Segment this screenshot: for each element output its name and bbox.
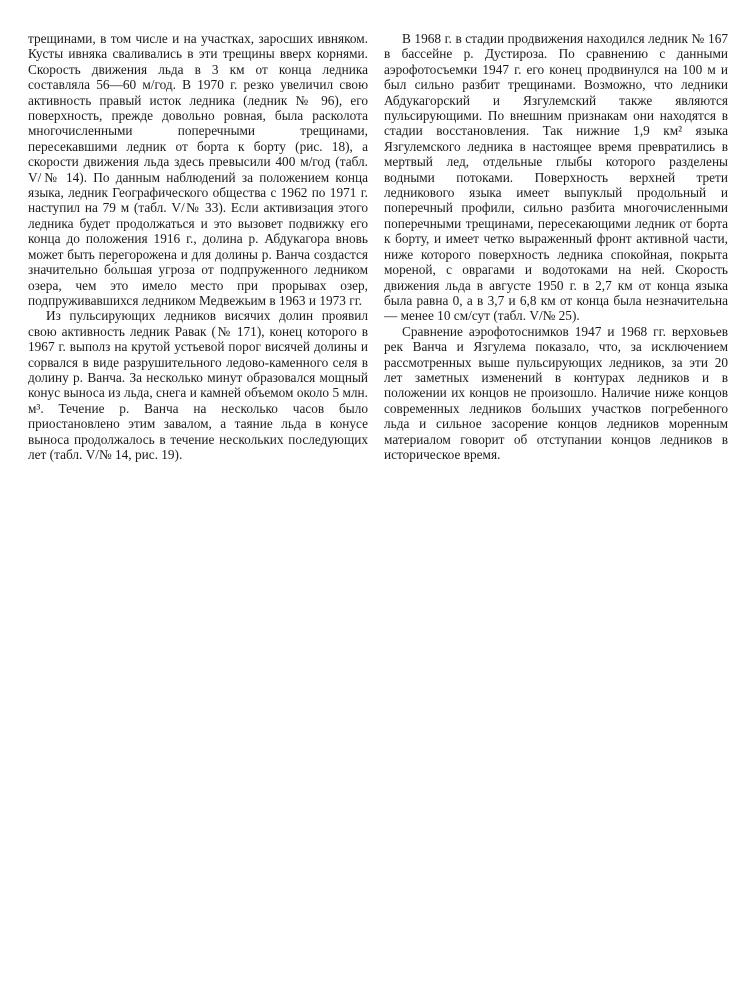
left-column bbox=[28, 31, 368, 462]
left-paragraph-1: трещинами, в том числе и на участках, заросших ивняком. Кусты ивняка сваливались в эти трещины вверх корнями. Скорость движения льда в 3 км от конца ледника составляла 56—60 м/год. В 1970 г. резко увеличил свою активность правый исток ледника (ледник № 96), его поверхность, прежде довольно ровная, была расколота многочисленными поперечными трещинами, пересекавшими ледник от борта к борту (рис. 18), а скорости движения льда здесь превысили 400 м/год (табл. V/№ 14). По данным наблюдений за положением конца языка, ледник Географического общества с 1962 по 1971 г. наступил на 79 м (табл. V/№ 33). Если активизация этого ледника будет продолжаться и это вызовет подвижку его конца до положения 1916 г., долина р. Абдукагора вновь может быть перегорожена и для долины р. Ванча создастся значительно бо́льшая угроза от подпруженного ледником озера, чем это имело место при прорывах озер, подпруживавшихся ледником Медвежьим в 1963 и 1973 гг. bbox=[28, 31, 368, 308]
right-paragraph-2: Сравнение аэрофотоснимков 1947 и 1968 гг. верховьев рек Ванча и Язгулема показало, что, за исключением рассмотренных выше пульсирующих ледников, за эти 20 лет заметных изменений в контурах ледников и в положении их концов не произошло. Наличие ниже концов современных ледников больших участков погребенного льда и сильное засорение концов ледников моренным материалом говорит об отступании концов ледников в историческое время. bbox=[384, 323, 728, 462]
right-paragraph-1: В 1968 г. в стадии продвижения находился ледник № 167 в бассейне р. Дустироза. По сравнению с данными аэрофотосъемки 1947 г. его конец продвинулся на 100 м и был сильно разбит трещинами. Возможно, что ледники Абдукагорский и Язгулемский также являются пульсирующими. По внешним признакам они находятся в стадии восстановления. Так нижние 1,9 км² языка Язгулемского ледника в настоящее время превратились в мертвый лед, отдельные глыбы которого разделены водными потоками. Поверхность верхней трети ледникового языка имеет выпуклый продольный и поперечный профили, сильно разбита многочисленными поперечными трещинами, пересекающими ледник от борта к борту, и имеет четко выраженный фронт активной части, ниже которого поверхность ледника спокойная, покрыта мореной, с оврагами и водотоками на ней. Скорость движения льда в августе 1950 г. в 2,7 км от конца языка была равна 0, а в 3,7 и 6,8 км от конца была незначительна — менее 10 см/сут (табл. V/№ 25). bbox=[384, 31, 728, 324]
left-paragraph-2: Из пульсирующих ледников висячих долин проявил свою активность ледник Равак (№ 171), конец которого в 1967 г. выполз на крутой устьевой порог висячей долины и сорвался в виде разрушительного ледово-каменного селя в долину р. Ванча. За несколько минут образовался мощный конус выноса из льда, снега и камней объемом около 5 млн. м³. Течение р. Ванча на несколько часов было приостановлено этим завалом, а таяние льда в конусе выноса продолжалось в течение нескольких последующих лет (табл. V/№ 14, рис. 19). bbox=[28, 308, 368, 462]
right-column bbox=[384, 31, 728, 462]
